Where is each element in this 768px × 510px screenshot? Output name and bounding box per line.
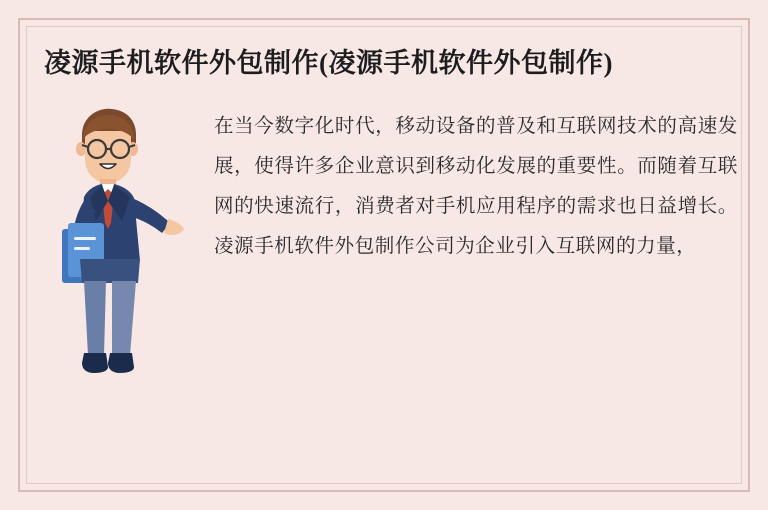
article-body-row <box>44 101 738 401</box>
document-content <box>44 44 738 476</box>
page-title: 凌源手机软件外包制作(凌源手机软件外包制作) <box>44 48 613 78</box>
businessman-with-folder-illustration <box>44 101 204 401</box>
article-paragraph: 在当今数字化时代，移动设备的普及和互联网技术的高速发展，使得许多企业意识到移动化发展的重要性。而随着互联网的快速流行，消费者对手机应用程序的需求也日益增长。凌源手机软件外包制作公司为企业引入互联网的力量， <box>214 116 738 258</box>
article-text <box>204 101 738 267</box>
